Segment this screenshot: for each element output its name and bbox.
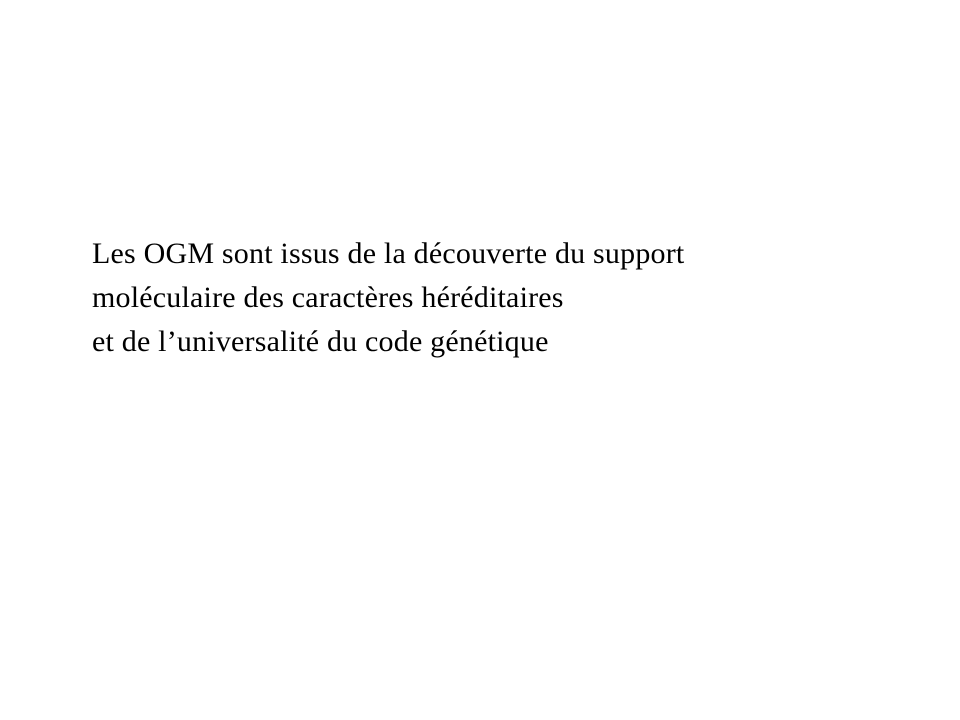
slide-text-block bbox=[92, 232, 872, 364]
slide-text-line-3: et de l’universalité du code génétique bbox=[92, 325, 549, 358]
slide-text-line-2: moléculaire des caractères héréditaires bbox=[92, 281, 564, 314]
slide-text-line-1: Les OGM sont issus de la découverte du support bbox=[92, 237, 685, 270]
